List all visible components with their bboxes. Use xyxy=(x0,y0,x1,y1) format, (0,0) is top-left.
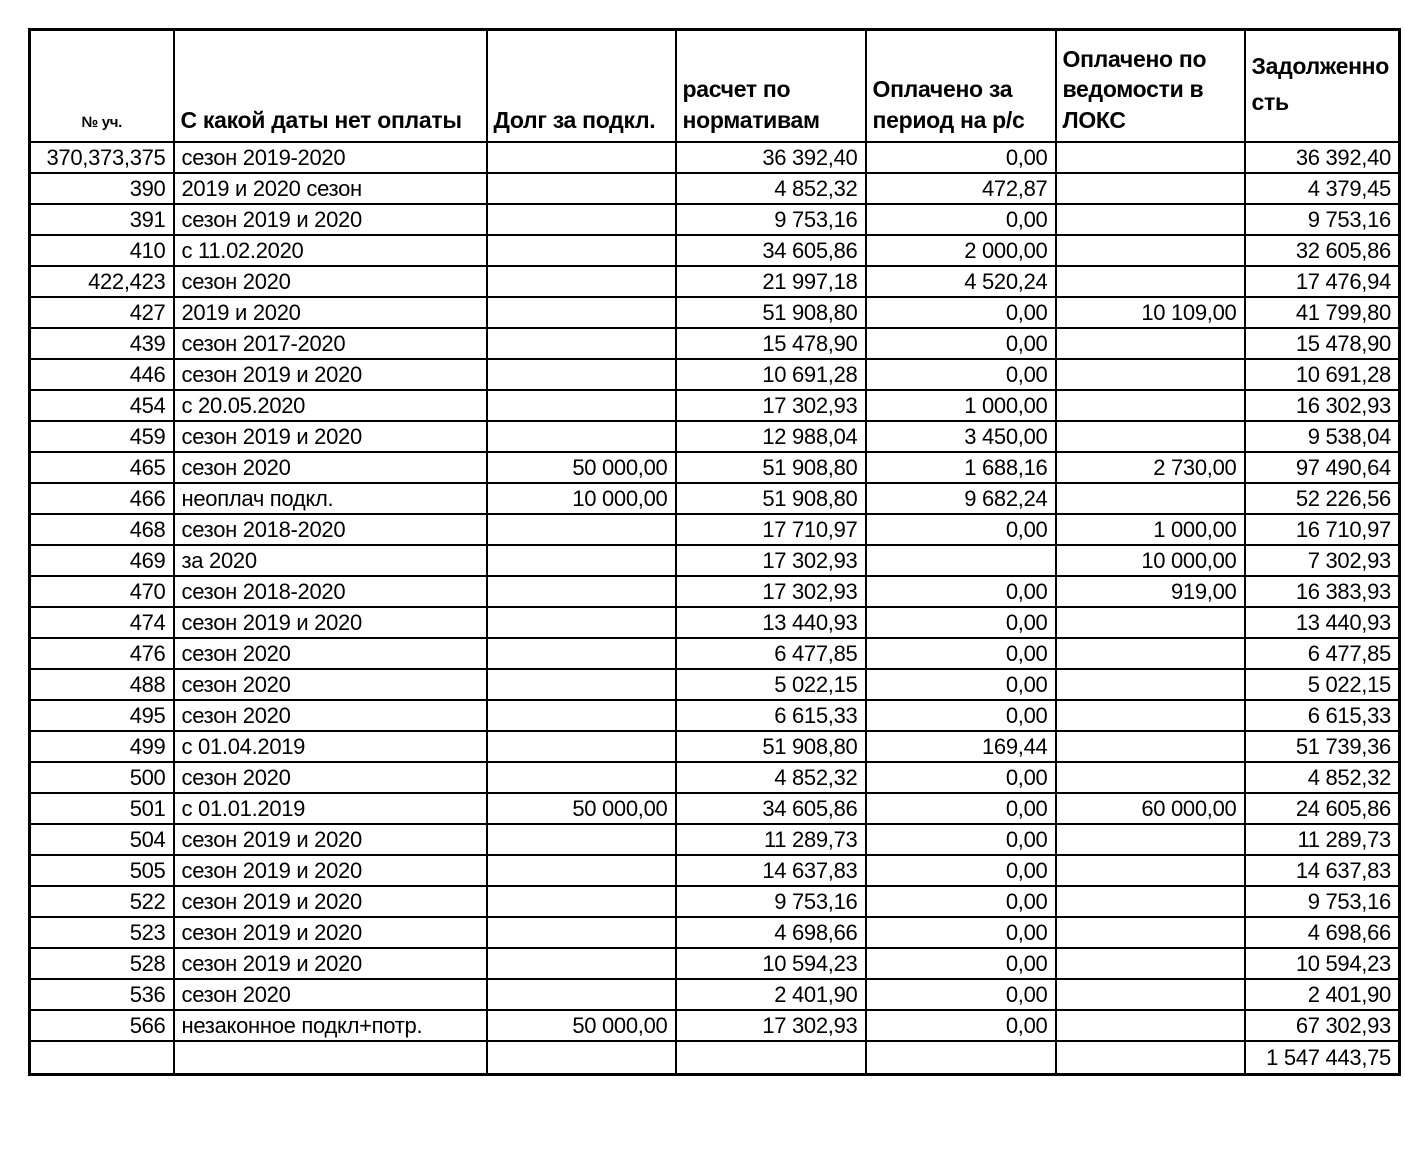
cell-paid_rs: 0,00 xyxy=(866,917,1056,948)
table-row xyxy=(30,855,1400,886)
cell-debt: 24 605,86 xyxy=(1245,793,1400,824)
cell-debt: 17 476,94 xyxy=(1245,266,1400,297)
cell-paid_loks xyxy=(1056,607,1245,638)
cell-debt_conn xyxy=(487,886,676,917)
cell-period: сезон 2018-2020 xyxy=(174,514,487,545)
cell-num: 370,373,375 xyxy=(30,142,174,173)
cell-period: с 20.05.2020 xyxy=(174,390,487,421)
cell-num: 504 xyxy=(30,824,174,855)
cell-debt_conn xyxy=(487,328,676,359)
cell-period: сезон 2020 xyxy=(174,700,487,731)
cell-period: за 2020 xyxy=(174,545,487,576)
cell-period: неоплач подкл. xyxy=(174,483,487,514)
col-header-paid-rs: Оплачено за период на р/с xyxy=(866,30,1056,143)
cell-paid_rs: 0,00 xyxy=(866,700,1056,731)
cell-paid_loks xyxy=(1056,669,1245,700)
table-row xyxy=(30,452,1400,483)
cell-paid_loks: 919,00 xyxy=(1056,576,1245,607)
cell-calc_norm: 11 289,73 xyxy=(676,824,866,855)
cell-num: 566 xyxy=(30,1010,174,1041)
cell-paid_loks xyxy=(1056,235,1245,266)
cell-calc_norm: 51 908,80 xyxy=(676,731,866,762)
cell-calc_norm: 17 710,97 xyxy=(676,514,866,545)
cell-calc_norm: 34 605,86 xyxy=(676,235,866,266)
cell-debt: 97 490,64 xyxy=(1245,452,1400,483)
cell-paid_rs: 2 000,00 xyxy=(866,235,1056,266)
cell-debt_conn xyxy=(487,855,676,886)
table-row xyxy=(30,421,1400,452)
cell-debt: 52 226,56 xyxy=(1245,483,1400,514)
cell-calc_norm: 17 302,93 xyxy=(676,390,866,421)
cell-debt_conn xyxy=(487,607,676,638)
cell-paid_rs: 0,00 xyxy=(866,297,1056,328)
cell-paid_rs: 0,00 xyxy=(866,638,1056,669)
cell-paid_loks xyxy=(1056,328,1245,359)
cell-period: сезон 2019 и 2020 xyxy=(174,886,487,917)
cell-paid_rs: 4 520,24 xyxy=(866,266,1056,297)
cell-paid_rs: 0,00 xyxy=(866,793,1056,824)
cell-debt_conn xyxy=(487,576,676,607)
cell-debt: 4 698,66 xyxy=(1245,917,1400,948)
cell-debt_conn xyxy=(487,142,676,173)
cell-paid_loks xyxy=(1056,917,1245,948)
cell-calc_norm: 34 605,86 xyxy=(676,793,866,824)
cell-paid_rs: 9 682,24 xyxy=(866,483,1056,514)
cell-period: сезон 2020 xyxy=(174,762,487,793)
cell-debt_conn xyxy=(487,204,676,235)
cell-paid_rs: 0,00 xyxy=(866,142,1056,173)
table-row xyxy=(30,235,1400,266)
cell-debt: 16 383,93 xyxy=(1245,576,1400,607)
cell-debt: 13 440,93 xyxy=(1245,607,1400,638)
cell-debt: 9 753,16 xyxy=(1245,204,1400,235)
cell-debt: 7 302,93 xyxy=(1245,545,1400,576)
cell-paid_loks xyxy=(1056,483,1245,514)
cell-paid_loks: 10 109,00 xyxy=(1056,297,1245,328)
cell-paid_loks xyxy=(1056,731,1245,762)
cell-paid_loks xyxy=(1056,266,1245,297)
table-header xyxy=(30,30,1400,143)
cell-period: с 01.01.2019 xyxy=(174,793,487,824)
cell-debt_conn xyxy=(487,700,676,731)
cell-debt_conn xyxy=(487,390,676,421)
cell-debt: 41 799,80 xyxy=(1245,297,1400,328)
cell-calc_norm: 36 392,40 xyxy=(676,142,866,173)
cell-debt: 4 379,45 xyxy=(1245,173,1400,204)
cell-period: сезон 2020 xyxy=(174,638,487,669)
cell-debt_conn xyxy=(487,917,676,948)
cell-debt: 1 547 443,75 xyxy=(1245,1041,1400,1075)
cell-debt_conn xyxy=(487,731,676,762)
cell-num: 536 xyxy=(30,979,174,1010)
cell-calc_norm: 14 637,83 xyxy=(676,855,866,886)
cell-debt: 2 401,90 xyxy=(1245,979,1400,1010)
cell-paid_loks xyxy=(1056,421,1245,452)
cell-paid_loks xyxy=(1056,824,1245,855)
cell-num: 522 xyxy=(30,886,174,917)
table-row xyxy=(30,359,1400,390)
cell-debt_conn xyxy=(487,235,676,266)
cell-calc_norm: 13 440,93 xyxy=(676,607,866,638)
cell-num: 391 xyxy=(30,204,174,235)
cell-debt: 10 594,23 xyxy=(1245,948,1400,979)
cell-calc_norm: 6 615,33 xyxy=(676,700,866,731)
cell-paid_rs: 0,00 xyxy=(866,979,1056,1010)
cell-debt: 15 478,90 xyxy=(1245,328,1400,359)
cell-period xyxy=(174,1041,487,1075)
cell-debt: 16 710,97 xyxy=(1245,514,1400,545)
table-row xyxy=(30,545,1400,576)
cell-paid_rs: 1 000,00 xyxy=(866,390,1056,421)
cell-paid_loks xyxy=(1056,1010,1245,1041)
cell-num: 390 xyxy=(30,173,174,204)
cell-paid_rs: 0,00 xyxy=(866,204,1056,235)
cell-debt: 67 302,93 xyxy=(1245,1010,1400,1041)
cell-debt: 6 615,33 xyxy=(1245,700,1400,731)
cell-paid_loks xyxy=(1056,700,1245,731)
cell-period: 2019 и 2020 сезон xyxy=(174,173,487,204)
cell-debt_conn xyxy=(487,669,676,700)
table-row xyxy=(30,328,1400,359)
table-row xyxy=(30,793,1400,824)
cell-period: сезон 2020 xyxy=(174,669,487,700)
cell-paid_rs: 0,00 xyxy=(866,514,1056,545)
cell-paid_loks xyxy=(1056,855,1245,886)
cell-debt_conn xyxy=(487,948,676,979)
cell-period: сезон 2019 и 2020 xyxy=(174,204,487,235)
table-row xyxy=(30,483,1400,514)
col-header-calc-norm: расчет по нормативам xyxy=(676,30,866,143)
cell-num: 499 xyxy=(30,731,174,762)
table-row xyxy=(30,731,1400,762)
debt-table xyxy=(28,28,1401,1076)
cell-period: сезон 2019-2020 xyxy=(174,142,487,173)
cell-paid_rs: 472,87 xyxy=(866,173,1056,204)
table-row xyxy=(30,576,1400,607)
cell-paid_rs: 0,00 xyxy=(866,824,1056,855)
cell-num: 422,423 xyxy=(30,266,174,297)
cell-paid_loks xyxy=(1056,979,1245,1010)
cell-paid_loks xyxy=(1056,142,1245,173)
cell-debt_conn: 50 000,00 xyxy=(487,452,676,483)
table-row xyxy=(30,979,1400,1010)
cell-paid_loks: 2 730,00 xyxy=(1056,452,1245,483)
cell-paid_loks xyxy=(1056,359,1245,390)
cell-calc_norm: 51 908,80 xyxy=(676,452,866,483)
cell-period: сезон 2019 и 2020 xyxy=(174,917,487,948)
cell-debt_conn xyxy=(487,1041,676,1075)
cell-num: 500 xyxy=(30,762,174,793)
table-row xyxy=(30,886,1400,917)
table-row xyxy=(30,638,1400,669)
cell-debt: 36 392,40 xyxy=(1245,142,1400,173)
cell-debt_conn xyxy=(487,421,676,452)
table-row xyxy=(30,204,1400,235)
cell-debt: 9 753,16 xyxy=(1245,886,1400,917)
cell-period: сезон 2017-2020 xyxy=(174,328,487,359)
cell-num: 501 xyxy=(30,793,174,824)
cell-num: 488 xyxy=(30,669,174,700)
cell-paid_rs: 0,00 xyxy=(866,855,1056,886)
cell-num: 439 xyxy=(30,328,174,359)
cell-calc_norm: 2 401,90 xyxy=(676,979,866,1010)
table-row xyxy=(30,824,1400,855)
cell-paid_rs: 0,00 xyxy=(866,576,1056,607)
cell-debt_conn xyxy=(487,824,676,855)
cell-period: сезон 2020 xyxy=(174,266,487,297)
cell-debt: 4 852,32 xyxy=(1245,762,1400,793)
cell-period: с 11.02.2020 xyxy=(174,235,487,266)
cell-calc_norm: 9 753,16 xyxy=(676,204,866,235)
cell-num: 427 xyxy=(30,297,174,328)
cell-debt_conn xyxy=(487,359,676,390)
cell-paid_rs: 0,00 xyxy=(866,1010,1056,1041)
cell-period: сезон 2019 и 2020 xyxy=(174,421,487,452)
table-row xyxy=(30,266,1400,297)
cell-paid_loks xyxy=(1056,390,1245,421)
cell-paid_rs xyxy=(866,1041,1056,1075)
cell-debt: 6 477,85 xyxy=(1245,638,1400,669)
cell-debt_conn xyxy=(487,762,676,793)
cell-debt_conn: 10 000,00 xyxy=(487,483,676,514)
cell-paid_loks xyxy=(1056,638,1245,669)
cell-debt: 5 022,15 xyxy=(1245,669,1400,700)
cell-paid_loks: 1 000,00 xyxy=(1056,514,1245,545)
cell-debt: 16 302,93 xyxy=(1245,390,1400,421)
cell-debt_conn xyxy=(487,545,676,576)
cell-num: 454 xyxy=(30,390,174,421)
cell-calc_norm: 15 478,90 xyxy=(676,328,866,359)
table-row xyxy=(30,762,1400,793)
table-row xyxy=(30,917,1400,948)
cell-debt_conn: 50 000,00 xyxy=(487,1010,676,1041)
cell-period: с 01.04.2019 xyxy=(174,731,487,762)
cell-calc_norm: 4 698,66 xyxy=(676,917,866,948)
cell-num: 505 xyxy=(30,855,174,886)
cell-paid_loks xyxy=(1056,948,1245,979)
cell-debt_conn xyxy=(487,514,676,545)
cell-paid_rs: 169,44 xyxy=(866,731,1056,762)
col-header-debt: Задолженность xyxy=(1245,30,1400,143)
cell-debt_conn xyxy=(487,638,676,669)
cell-calc_norm: 10 691,28 xyxy=(676,359,866,390)
cell-calc_norm: 51 908,80 xyxy=(676,297,866,328)
table-row xyxy=(30,142,1400,173)
col-header-num: № уч. xyxy=(30,30,174,143)
cell-debt: 51 739,36 xyxy=(1245,731,1400,762)
cell-num: 446 xyxy=(30,359,174,390)
cell-num: 528 xyxy=(30,948,174,979)
cell-debt: 9 538,04 xyxy=(1245,421,1400,452)
cell-paid_loks xyxy=(1056,886,1245,917)
table-row xyxy=(30,297,1400,328)
cell-paid_rs: 0,00 xyxy=(866,886,1056,917)
cell-period: сезон 2019 и 2020 xyxy=(174,607,487,638)
cell-num: 410 xyxy=(30,235,174,266)
cell-paid_rs: 0,00 xyxy=(866,607,1056,638)
cell-period: сезон 2019 и 2020 xyxy=(174,855,487,886)
col-header-debt-conn: Долг за подкл. xyxy=(487,30,676,143)
cell-num: 470 xyxy=(30,576,174,607)
cell-paid_rs: 0,00 xyxy=(866,762,1056,793)
cell-calc_norm: 51 908,80 xyxy=(676,483,866,514)
cell-paid_rs: 1 688,16 xyxy=(866,452,1056,483)
cell-paid_rs: 0,00 xyxy=(866,948,1056,979)
cell-paid_loks: 60 000,00 xyxy=(1056,793,1245,824)
table-row xyxy=(30,607,1400,638)
cell-num: 465 xyxy=(30,452,174,483)
cell-calc_norm: 4 852,32 xyxy=(676,762,866,793)
cell-debt_conn xyxy=(487,266,676,297)
cell-paid_rs: 0,00 xyxy=(866,669,1056,700)
cell-paid_rs: 0,00 xyxy=(866,359,1056,390)
cell-paid_loks xyxy=(1056,173,1245,204)
cell-num: 495 xyxy=(30,700,174,731)
cell-paid_rs: 0,00 xyxy=(866,328,1056,359)
table-row xyxy=(30,514,1400,545)
header-row xyxy=(30,30,1400,143)
cell-num xyxy=(30,1041,174,1075)
table-row xyxy=(30,390,1400,421)
table-row xyxy=(30,669,1400,700)
cell-debt_conn xyxy=(487,173,676,204)
cell-period: сезон 2020 xyxy=(174,979,487,1010)
table-row xyxy=(30,948,1400,979)
cell-calc_norm: 17 302,93 xyxy=(676,576,866,607)
cell-calc_norm: 17 302,93 xyxy=(676,545,866,576)
cell-paid_loks xyxy=(1056,204,1245,235)
cell-paid_loks: 10 000,00 xyxy=(1056,545,1245,576)
cell-num: 476 xyxy=(30,638,174,669)
cell-calc_norm: 12 988,04 xyxy=(676,421,866,452)
cell-debt: 14 637,83 xyxy=(1245,855,1400,886)
cell-num: 474 xyxy=(30,607,174,638)
cell-period: сезон 2019 и 2020 xyxy=(174,948,487,979)
cell-calc_norm: 17 302,93 xyxy=(676,1010,866,1041)
cell-period: сезон 2019 и 2020 xyxy=(174,359,487,390)
cell-paid_loks xyxy=(1056,762,1245,793)
cell-debt_conn xyxy=(487,979,676,1010)
cell-num: 523 xyxy=(30,917,174,948)
cell-calc_norm xyxy=(676,1041,866,1075)
cell-period: незаконное подкл+потр. xyxy=(174,1010,487,1041)
cell-debt: 11 289,73 xyxy=(1245,824,1400,855)
cell-paid_rs xyxy=(866,545,1056,576)
cell-calc_norm: 9 753,16 xyxy=(676,886,866,917)
cell-calc_norm: 4 852,32 xyxy=(676,173,866,204)
cell-num: 459 xyxy=(30,421,174,452)
cell-paid_loks xyxy=(1056,1041,1245,1075)
cell-period: сезон 2018-2020 xyxy=(174,576,487,607)
cell-debt_conn: 50 000,00 xyxy=(487,793,676,824)
cell-num: 468 xyxy=(30,514,174,545)
cell-debt: 10 691,28 xyxy=(1245,359,1400,390)
cell-period: сезон 2019 и 2020 xyxy=(174,824,487,855)
cell-num: 466 xyxy=(30,483,174,514)
cell-debt_conn xyxy=(487,297,676,328)
cell-calc_norm: 6 477,85 xyxy=(676,638,866,669)
total-row xyxy=(30,1041,1400,1075)
cell-debt: 32 605,86 xyxy=(1245,235,1400,266)
cell-calc_norm: 5 022,15 xyxy=(676,669,866,700)
col-header-period: С какой даты нет оплаты xyxy=(174,30,487,143)
cell-period: 2019 и 2020 xyxy=(174,297,487,328)
cell-calc_norm: 21 997,18 xyxy=(676,266,866,297)
cell-period: сезон 2020 xyxy=(174,452,487,483)
table-row xyxy=(30,173,1400,204)
table-row xyxy=(30,700,1400,731)
cell-paid_rs: 3 450,00 xyxy=(866,421,1056,452)
table-body xyxy=(30,142,1400,1075)
cell-calc_norm: 10 594,23 xyxy=(676,948,866,979)
cell-num: 469 xyxy=(30,545,174,576)
col-header-paid-loks: Оплачено по ведомости в ЛОКС xyxy=(1056,30,1245,143)
table-row xyxy=(30,1010,1400,1041)
